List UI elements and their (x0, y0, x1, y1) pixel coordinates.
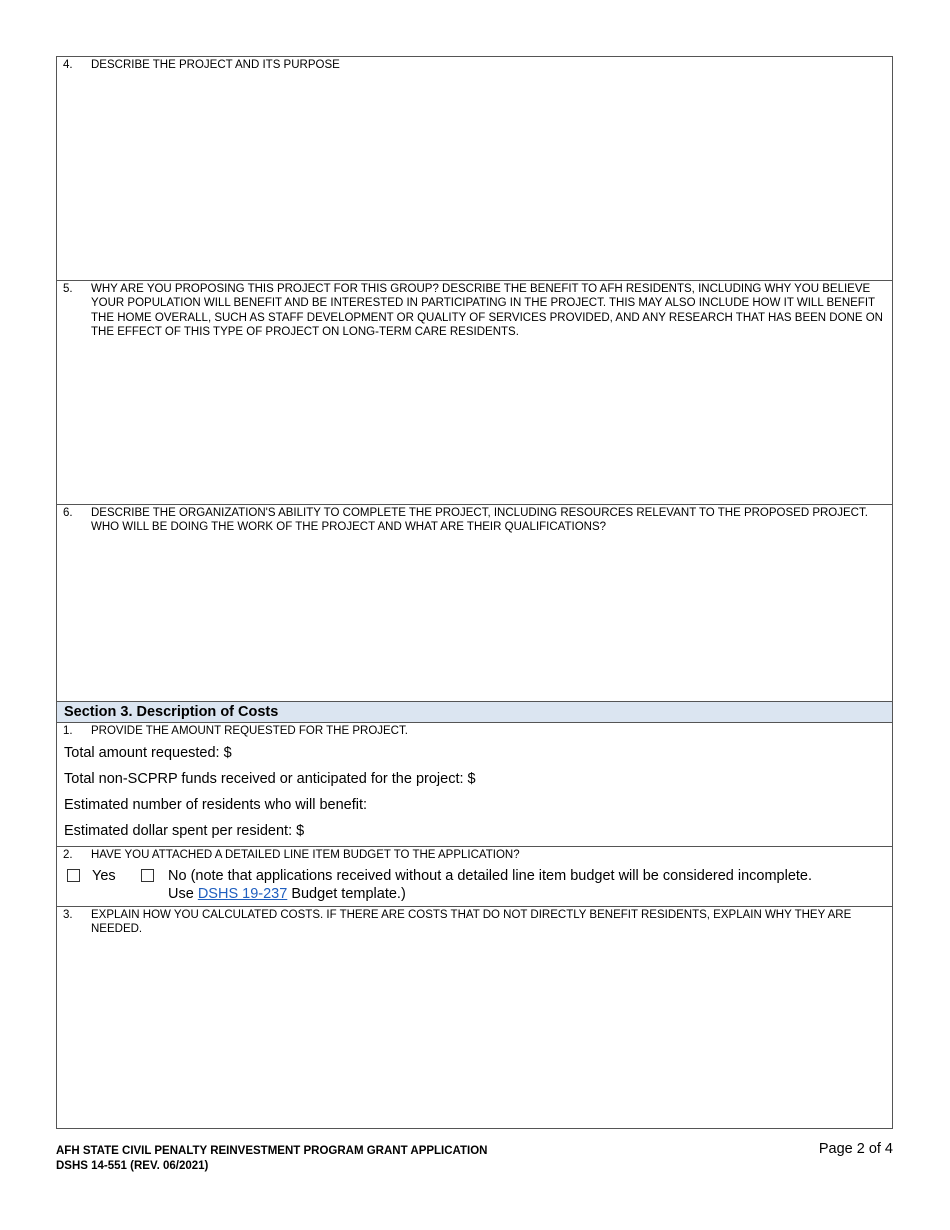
yes-option[interactable] (67, 867, 116, 885)
section-3-question-3-block (57, 907, 892, 1129)
residents-benefit-field[interactable] (64, 796, 371, 814)
application-form (56, 56, 893, 1129)
answer-area-6[interactable] (57, 539, 892, 701)
no-option-text (168, 867, 883, 903)
yes-checkbox[interactable] (67, 869, 80, 882)
question-number: 6. (63, 507, 73, 519)
question-number: 5. (63, 283, 73, 295)
no-label: No (note that applications received without a detailed line item budget will be considered incomplete. (168, 868, 813, 884)
answer-area-costs[interactable] (57, 941, 892, 1129)
field-label: Total amount requested: $ (64, 745, 232, 761)
question-text: EXPLAIN HOW YOU CALCULATED COSTS. IF THERE ARE COSTS THAT DO NOT DIRECTLY BENEFIT RESIDENTS, EXPLAIN WHY THEY ARE NEEDED. (91, 909, 852, 936)
question-number: 1. (63, 725, 73, 737)
question-number: 2. (63, 849, 73, 861)
total-amount-requested-field[interactable] (64, 744, 236, 762)
no-checkbox[interactable] (141, 869, 154, 882)
non-scprp-funds-field[interactable] (64, 770, 480, 788)
no-label-pre: Use (168, 886, 198, 902)
section-3-header: Section 3. Description of Costs (57, 701, 892, 723)
field-label: Estimated dollar spent per resident: $ (64, 823, 305, 839)
budget-template-link[interactable]: DSHS 19-237 (197, 886, 288, 902)
no-option[interactable] (141, 867, 154, 885)
question-6-block (57, 505, 892, 701)
question-number: 4. (63, 59, 73, 71)
answer-area-4[interactable] (57, 75, 892, 280)
yes-label: Yes (92, 868, 116, 884)
field-label: Estimated number of residents who will benefit: (64, 797, 368, 813)
footer-title: AFH STATE CIVIL PENALTY REINVESTMENT PROGRAM GRANT APPLICATION (56, 1145, 488, 1157)
field-label: Total non-SCPRP funds received or anticipated for the project: $ (64, 771, 476, 787)
section-3-question-2-block (57, 847, 892, 907)
no-label-post: Budget template.) (287, 886, 406, 902)
footer-form-id: DSHS 14-551 (REV. 06/2021) (56, 1159, 209, 1172)
section-3-question-1 (63, 724, 884, 738)
section-3-question-3 (63, 908, 884, 937)
footer-form-info (56, 1144, 487, 1173)
question-5 (63, 282, 884, 340)
question-text: DESCRIBE THE ORGANIZATION'S ABILITY TO COMPLETE THE PROJECT, INCLUDING RESOURCES RELEVANT TO THE PROPOSED PROJECT. WHO WILL BE DOING THE WORK OF THE PROJECT AND WHAT ARE THEIR QUALIFICATIONS? (91, 507, 868, 534)
question-4-block (57, 57, 892, 281)
page-number: Page 2 of 4 (818, 1141, 893, 1157)
question-4 (63, 58, 884, 72)
question-5-block (57, 281, 892, 505)
question-number: 3. (63, 909, 73, 921)
section-3-question-1-block (57, 723, 892, 847)
section-3-question-2 (63, 848, 884, 862)
question-text: DESCRIBE THE PROJECT AND ITS PURPOSE (91, 59, 340, 71)
dollar-per-resident-field[interactable] (64, 822, 308, 840)
answer-area-5[interactable] (57, 343, 892, 504)
no-label-line-2 (168, 885, 883, 903)
question-6 (63, 506, 884, 535)
question-text: PROVIDE THE AMOUNT REQUESTED FOR THE PROJECT. (91, 725, 408, 737)
question-text: WHY ARE YOU PROPOSING THIS PROJECT FOR THIS GROUP? DESCRIBE THE BENEFIT TO AFH RESIDENTS, INCLUDING WHY YOU BELIEVE YOUR POPULATION WILL BENEFIT AND BE INTERESTED IN PARTICIPATING IN THE PROJECT. THIS MAY ALSO INCLUDE HOW IT WILL BENEFIT THE HOME OVERALL, SUCH AS STAFF DEVELOPMENT OR QUALITY OF SERVICES PROVIDED, AND ANY RESEARCH THAT HAS BEEN DONE ON THE EFFECT OF THIS TYPE OF PROJECT ON LONG-TERM CARE RESIDENTS. (91, 283, 883, 339)
question-text: HAVE YOU ATTACHED A DETAILED LINE ITEM BUDGET TO THE APPLICATION? (91, 849, 520, 861)
